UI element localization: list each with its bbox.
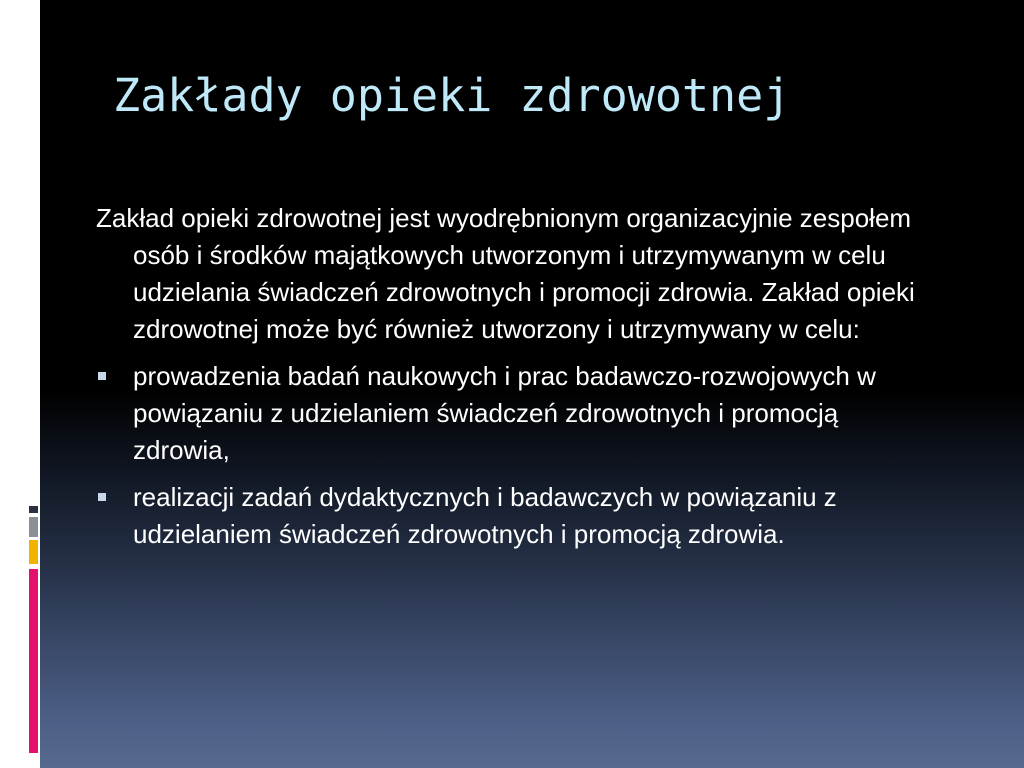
square-bullet-icon [98, 493, 106, 501]
slide-body [96, 200, 916, 563]
accent-bar-gold [29, 540, 38, 564]
accent-bar-dark [29, 506, 38, 513]
accent-bar-gray [29, 517, 38, 537]
intro-paragraph: Zakład opieki zdrowotnej jest wyodrębnionym organizacyjnie zespołem osób i środków majątkowych utworzonym i utrzymywanym w celu udzielania świadczeń zdrowotnych i promocji zdrowia. Zakład opieki zdrowotnej może być również utworzony i utrzymywany w celu: [96, 203, 915, 344]
slide-title: Zakłady opieki zdrowotnej [113, 69, 791, 122]
bullet-text: realizacji zadań dydaktycznych i badawczych w powiązaniu z udzielaniem świadczeń zdrowotnych i promocją zdrowia. [133, 482, 837, 549]
square-bullet-icon [98, 372, 106, 380]
bullet-text: prowadzenia badań naukowych i prac badawczo-rozwojowych w powiązaniu z udzielaniem świadczeń zdrowotnych i promocją zdrowia, [133, 361, 876, 465]
bullet-item [96, 479, 916, 553]
bullet-item [96, 358, 916, 469]
accent-bar-pink [29, 569, 38, 753]
